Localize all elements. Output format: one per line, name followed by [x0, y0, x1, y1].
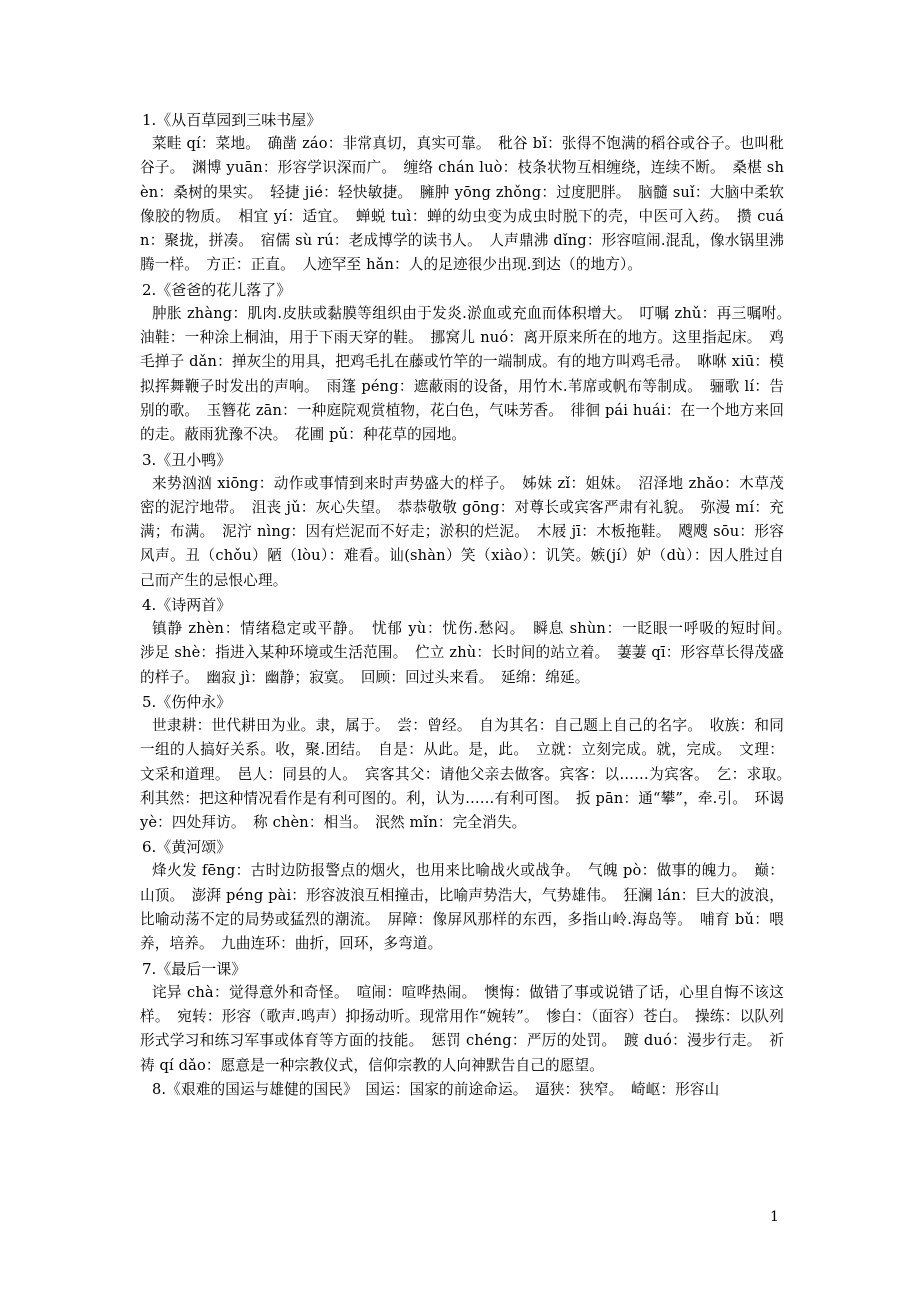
document-page [140, 108, 799, 1102]
section-6 [140, 835, 784, 956]
section-text: 菜畦 qí：菜地。 确凿 záo：非常真切，真实可靠。 秕谷 bǐ：张得不饱满的稻谷或谷子。也叫秕谷子。 渊博 yuān：形容学识深而广。 缠络 chán luò：枝条状物互相缠绕，连续不断。 桑椹 shèn：桑树的果实。 轻捷 jié：轻快敏捷。 臃肿 yōng zhǒng：过度肥胖。 脑髓 suǐ：大脑中柔软像胶的物质。 相宜 yí：适宜。 蝉蜕 tuì：蝉的幼虫变为成虫时脱下的壳，中医可入药。 攒 cuán：聚拢，拼凑。 宿儒 sù rú：老成博学的读书人。 人声鼎沸 dǐng：形容喧闹.混乱，像水锅里沸腾一样。 方正：正直。 人迹罕至 hǎn：人的足迹很少出现.到达（的地方）。 [140, 135, 784, 274]
page-number: 1 [770, 1209, 779, 1225]
section-3 [140, 448, 784, 593]
section-7 [140, 957, 784, 1078]
section-title: 3.《丑小鸭》 [142, 450, 232, 469]
section-title: 5.《伤仲永》 [142, 692, 232, 711]
section-text: 世隶耕：世代耕田为业。隶，属于。 尝：曾经。 自为其名：自己题上自己的名字。 收族：和同一组的人搞好关系。收，聚.团结。 自是：从此。是，此。 立就：立刻完成。就，完成。 文理：文采和道理。 邑人：同县的人。 宾客其父：请他父亲去做客。宾客：以……为宾客。 乞：求取。 利其然：把这种情况看作是有利可图的。利，认为……有利可图。 扳 pān：通“攀”，牵.引。 环谒 yè：四处拜访。 称 chèn：相当。 泯然 mǐn：完全消失。 [140, 716, 799, 832]
section-4 [140, 593, 799, 690]
section-text: 诧异 chà：觉得意外和奇怪。 喧闹：喧哗热闹。 懊悔：做错了事或说错了话，心里自悔不该这样。 宛转：形容（歌声.鸣声）抑扬动听。现常用作“婉转”。 惨白：（面容）苍白。 操练：以队列形式学习和练习军事或体育等方面的技能。 惩罚 chéng：严厉的处罚。 踱 duó：漫步行走。 祈祷 qí dǎo：愿意是一种宗教仪式，信仰宗教的人向神默告自己的愿望。 [140, 983, 784, 1074]
section-8 [140, 1078, 784, 1102]
section-5 [140, 690, 799, 835]
section-1 [140, 108, 784, 278]
section-title: 7.《最后一课》 [142, 959, 247, 978]
section-title: 4.《诗两首》 [142, 596, 232, 615]
section-text: 肿胀 zhàng：肌肉.皮肤或黏膜等组织由于发炎.淤血或充血而体积增大。 叮嘱 zhǔ：再三嘱咐。 油鞋：一种涂上桐油，用于下雨天穿的鞋。 挪窝儿 nuó：离开原来所在的地方。这里指起床。 鸡毛掸子 dǎn：掸灰尘的用具，把鸡毛扎在藤或竹竿的一端制成。有的地方叫鸡毛帚。 咻咻 xiū：模拟挥舞鞭子时发出的声响。 雨篷 péng：遮蔽雨的设备，用竹木.苇席或帆布等制成。 骊歌 lí：告别的歌。 玉簪花 zān：一种庭院观赏植物，花白色，气味芳香。 徘徊 pái huái：在一个地方来回的走。蔽雨犹豫不决。 花圃 pǔ：种花草的园地。 [140, 304, 799, 444]
section-text: 镇静 zhèn：情绪稳定或平静。 忧郁 yù：忧伤.愁闷。 瞬息 shùn：一眨眼一呼吸的短时间。 涉足 shè：指进入某种环境或生活范围。 伫立 zhù：长时间的站立着。 萋萋 qī：形容草长得茂盛的样子。 幽寂 jì：幽静；寂寞。 回顾：回过头来看。 延绵：绵延。 [140, 620, 799, 686]
section-text: 8.《艰难的国运与雄健的国民》 国运：国家的前途命运。 逼狭：狭窄。 崎岖：形容山 [152, 1080, 720, 1098]
section-text: 来势汹汹 xiōng：动作或事情到来时声势盛大的样子。 姊妹 zǐ：姐妹。 沼泽地 zhǎo：木草茂密的泥泞地带。 沮丧 jǔ：灰心失望。 恭恭敬敬 gōng：对尊长或宾客严肃有礼貌。 弥漫 mí：充满；布满。 泥泞 nìng：因有烂泥而不好走；淤积的烂泥。 木屐 jī：木板拖鞋。 飕飕 sōu：形容风声。丑（chǒu）陋（lòu）：难看。讪(shàn）笑（xiào）：讥笑。嫉(jí）妒（dù）：因人胜过自己而产生的忌恨心理。 [140, 474, 784, 589]
section-text: 烽火发 fēng：古时边防报警点的烟火，也用来比喻战火或战争。 气魄 pò：做事的魄力。 巅：山顶。 澎湃 péng pài：形容波浪互相撞击，比喻声势浩大，气势雄伟。 狂澜 lán：巨大的波浪，比喻动荡不定的局势或猛烈的潮流。 屏障：像屏风那样的东西，多指山岭.海岛等。 哺育 bǔ：喂养，培养。 九曲连环：曲折，回环，多弯道。 [140, 862, 784, 953]
section-title: 1.《从百草园到三味书屋》 [142, 111, 322, 129]
section-title: 6.《黄河颂》 [142, 838, 232, 857]
section-2 [140, 278, 799, 448]
section-title: 2.《爸爸的花儿落了》 [142, 280, 292, 299]
